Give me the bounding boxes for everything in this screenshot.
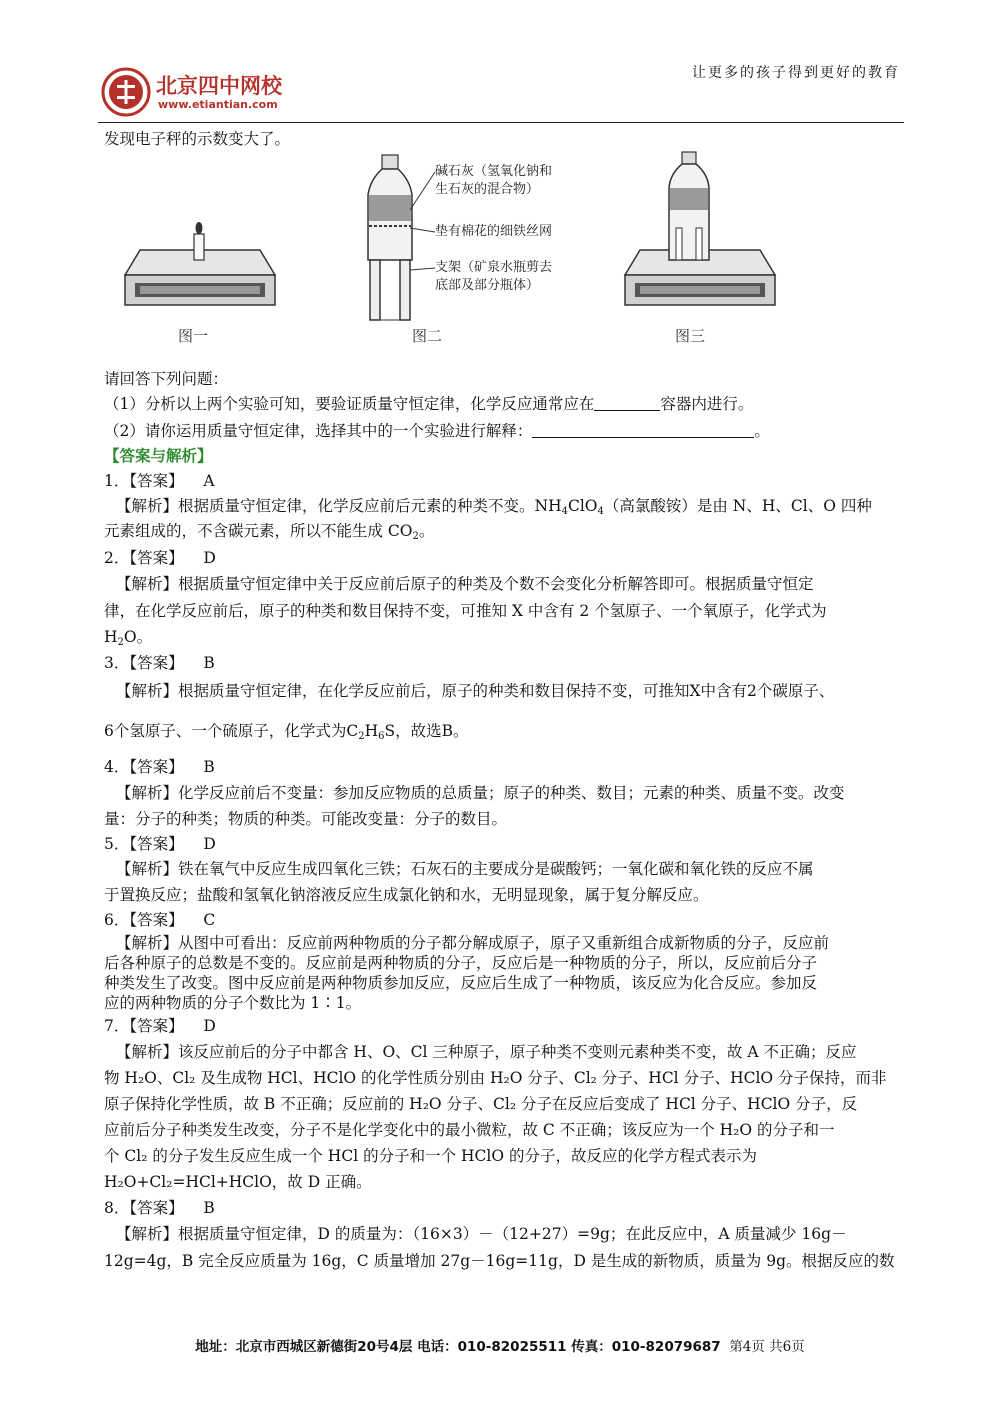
analysis-7-line-2: 物 H₂O、Cl₂ 及生成物 HCl、HClO 的化学性质分别由 H₂O 分子、Cl₂ 分子、HCl 分子、HClO 分子保持，而非: [104, 1069, 887, 1087]
header-slogan: 让更多的孩子得到更好的教育: [692, 65, 900, 81]
answer-blank-1[interactable]: [594, 396, 660, 411]
answer-label: 6．【答案】: [104, 911, 184, 929]
footer-page-number: 第4页 共6页: [729, 1339, 805, 1355]
analysis-5-line-1: 【解析】铁在氧气中反应生成四氧化三铁；石灰石的主要成分是碳酸钙；一氧化碳和氧化铁的反应不属: [116, 860, 814, 878]
answer-value: C: [203, 911, 216, 929]
analysis-7-line-3: 原子保持化学性质，故 B 不正确；反应前的 H₂O 分子、Cl₂ 分子在反应后变成了 HCl 分子、HClO 分子，反: [104, 1095, 858, 1113]
answer-8: [104, 1197, 904, 1219]
answer-value: D: [203, 1017, 216, 1035]
analysis-text: 6个氢原子、一个硫原子，化学式为C: [104, 722, 359, 740]
answer-blank-2[interactable]: [532, 423, 754, 438]
answer-label: 8．【答案】: [104, 1199, 184, 1217]
analysis-6-line-2: 后各种原子的总数是不变的。反应前是两种物质的分子，反应后是一种物质的分子，所以，反应前后分子: [104, 954, 818, 972]
analysis-text: ClO: [567, 497, 598, 515]
analysis-text: O。: [123, 628, 153, 646]
header-divider: [98, 122, 904, 123]
analysis-8-line-2: 12g=4g，B 完全反应质量为 16g，C 质量增加 27g－16g=11g，D 是生成的新物质，质量为 9g。根据反应的数: [104, 1252, 895, 1270]
answer-value: D: [203, 549, 216, 567]
answer-label: 4．【答案】: [104, 758, 184, 776]
question-2-text: （2）请你运用质量守恒定律，选择其中的一个实验进行解释：: [104, 422, 533, 440]
answer-value: D: [203, 835, 216, 853]
analysis-7-line-6: H₂O+Cl₂=HCl+HClO，故 D 正确。: [104, 1173, 372, 1191]
question-1-tail: 容器内进行。: [660, 395, 754, 413]
logo-text: 北京四中网校: [156, 73, 282, 98]
answer-value: B: [203, 654, 215, 672]
figure-2-label: 图二: [412, 327, 443, 345]
analysis-text: 。: [418, 522, 435, 540]
answer-6: [104, 909, 904, 931]
answer-1: [104, 470, 904, 492]
answer-5: [104, 833, 904, 855]
question-2: [104, 420, 904, 442]
annotation-wire-mesh: 垫有棉花的细铁丝网: [435, 224, 553, 239]
question-1-text: （1）分析以上两个实验可知，要验证质量守恒定律，化学反应通常应在: [104, 395, 595, 413]
analysis-3-line-2: 6个氢原子、一个硫原子，化学式为$C_2H_6S$，故选B。: [104, 722, 469, 742]
answer-value: A: [203, 472, 215, 490]
analysis-2-line-1: 【解析】根据质量守恒定律中关于反应前后原子的种类及个数不会变化分析解答即可。根据质量守恒定: [116, 575, 814, 593]
footer-address: 地址：北京市西城区新德街20号4层 电话：010-82025511 传真：010-82079687: [195, 1339, 721, 1355]
page-footer: [0, 1335, 1000, 1355]
annotation-stand-line-2: 底部及部分瓶体）: [435, 278, 540, 293]
answer-3: [104, 652, 904, 674]
analysis-8-line-1: 【解析】根据质量守恒定律，D 的质量为：（16×3）－（12+27）=9g；在此反应中，A 质量减少 16g－: [116, 1225, 847, 1243]
answer-2: [104, 547, 904, 569]
analysis-7-line-5: 个 Cl₂ 的分子发生反应生成一个 HCl 的分子和一个 HClO 的分子，故反应的化学方程式表示为: [104, 1147, 757, 1165]
scale-candle-figure: [120, 220, 280, 340]
question-1: [104, 393, 904, 415]
analysis-4-line-2: 量：分子的种类；物质的种类。可能改变量：分子的数目。: [104, 810, 508, 828]
analysis-text: H: [364, 722, 379, 740]
analysis-2-line-2: 律，在化学反应前后，原子的种类和数目保持不变，可推知 X 中含有 2 个氢原子、一个氧原子，化学式为: [104, 602, 827, 620]
annotation-stand-line-1: 支架（矿泉水瓶剪去: [435, 260, 553, 275]
answer-label: 5．【答案】: [104, 835, 184, 853]
analysis-text: H: [104, 628, 118, 646]
analysis-2-line-3: $H_2O$。: [104, 628, 153, 648]
analysis-text: 【解析】根据质量守恒定律，化学反应前后元素的种类不变。NH: [116, 497, 562, 515]
answers-heading: 【答案与解析】: [104, 446, 213, 465]
logo-url: www.etiantian.com: [158, 98, 278, 111]
logo-emblem-icon: [100, 66, 152, 118]
annotation-soda-lime-line-2: 生石灰的混合物）: [435, 182, 540, 197]
answer-label: 7．【答案】: [104, 1017, 184, 1035]
analysis-6-line-4: 应的两种物质的分子个数比为 1∶1。: [104, 994, 362, 1012]
answer-value: B: [203, 758, 215, 776]
analysis-text: S，故选B。: [384, 722, 469, 740]
annotation-pointer-lines: [410, 170, 440, 280]
analysis-3-line-1: 【解析】根据质量守恒定律，在化学反应前后，原子的种类和数目保持不变，可推知X中含有2个碳原子、: [116, 682, 835, 700]
answer-4: [104, 756, 904, 778]
figure-1-label: 图一: [178, 327, 209, 345]
scale-bottle-figure: [620, 150, 780, 340]
answer-label: 2．【答案】: [104, 549, 184, 567]
answer-label: 1．【答案】: [104, 472, 184, 490]
question-2-tail: 。: [754, 422, 770, 440]
logo: [100, 66, 310, 118]
analysis-1-line-1: 【解析】根据质量守恒定律，化学反应前后元素的种类不变。$NH_4ClO_4$（高氯酸铵）是由 N、H、Cl、O 四种: [116, 497, 872, 517]
questions-prompt: 请回答下列问题：: [104, 370, 229, 388]
analysis-5-line-2: 于置换反应；盐酸和氢氧化钠溶液反应生成氯化钠和水，无明显现象，属于复分解反应。: [104, 886, 709, 904]
answer-7: [104, 1015, 904, 1037]
figure-group: [120, 150, 780, 350]
analysis-text: 元素组成的，不含碳元素，所以不能生成 CO: [104, 522, 413, 540]
analysis-7-line-4: 应前后分子种类发生改变，分子不是化学变化中的最小微粒，故 C 不正确；该反应为一个 H₂O 的分子和一: [104, 1121, 835, 1139]
figure-3-label: 图三: [675, 327, 706, 345]
analysis-6-line-3: 种类发生了改变。图中反应前是两种物质参加反应，反应后生成了一种物质，该反应为化合反应。参加反: [104, 974, 818, 992]
analysis-7-line-1: 【解析】该反应前后的分子中都含 H、O、Cl 三种原子，原子种类不变则元素种类不变，故 A 不正确；反应: [116, 1043, 857, 1061]
intro-line: 发现电子秤的示数变大了。: [104, 130, 291, 148]
annotation-soda-lime-line-1: 碱石灰（氢氧化钠和: [435, 164, 553, 179]
analysis-1-line-2: 元素组成的，不含碳元素，所以不能生成 $CO_2$。: [104, 522, 435, 542]
analysis-4-line-1: 【解析】化学反应前后不变量：参加反应物质的总质量；原子的种类、数目；元素的种类、质量不变。改变: [116, 784, 845, 802]
answer-value: B: [203, 1199, 215, 1217]
answer-label: 3．【答案】: [104, 654, 184, 672]
analysis-text: （高氯酸铵）是由 N、H、Cl、O 四种: [603, 497, 872, 515]
analysis-6-line-1: 【解析】从图中可看出：反应前两种物质的分子都分解成原子，原子又重新组合成新物质的分子，反应前: [116, 934, 830, 952]
